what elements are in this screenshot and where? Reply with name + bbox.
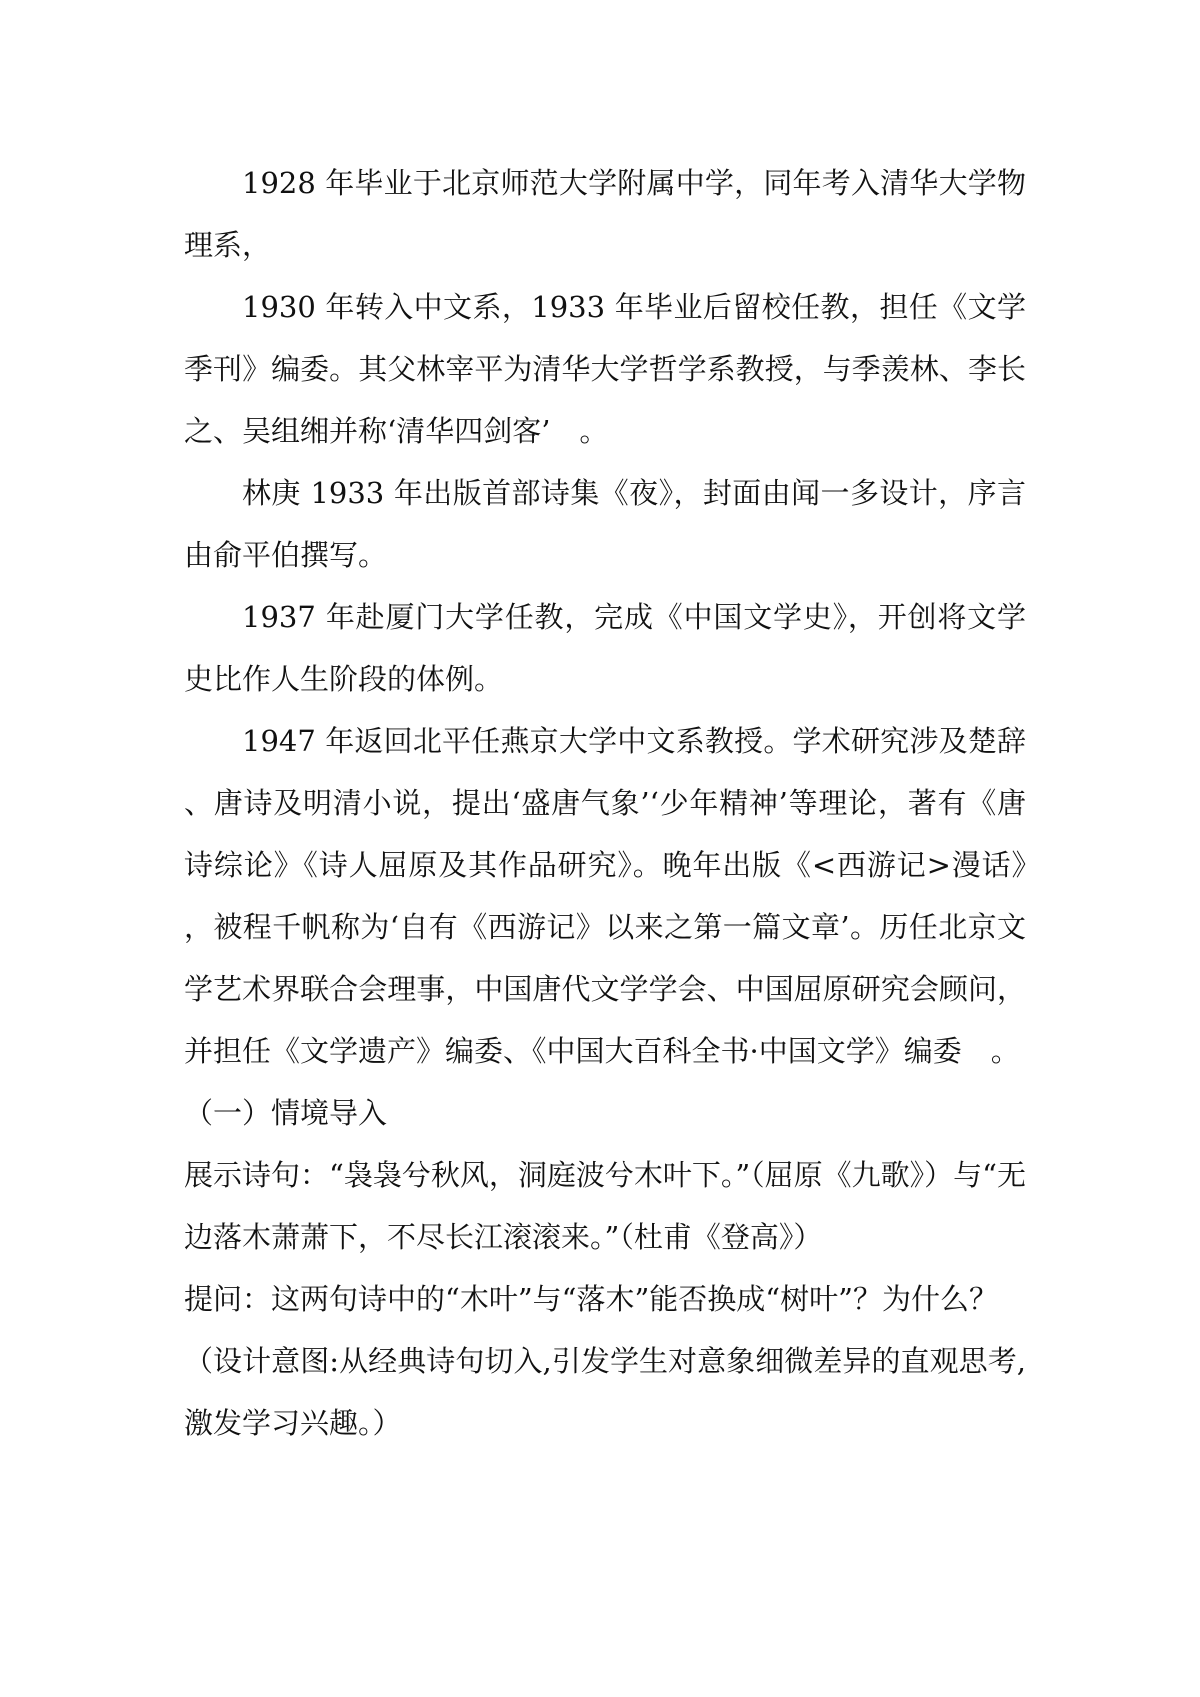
lesson-question: 提问：这两句诗中的“木叶”与“落木”能否换成“树叶”？为什么？ [184, 1282, 998, 1316]
paragraph-1937: 1937 年赴厦门大学任教，完成《中国文学史》，开创将文学史比作人生阶段的体例。 [184, 600, 1026, 696]
paragraph-1928: 1928 年毕业于北京师范大学附属中学，同年考入清华大学物理系， [184, 166, 1026, 262]
paragraph-1930: 1930 年转入中文系，1933 年毕业后留校任教，担任《文学季刊》编委。其父林宰平为清华大学哲学系教授，与季羡林、李长之、吴组缃并称‘清华四剑客’ 。 [184, 290, 1026, 448]
document-body [184, 152, 1026, 1454]
section-heading: （一）情境导入 [184, 1096, 388, 1130]
paragraph-1947: 1947 年返回北平任燕京大学中文系教授。学术研究涉及楚辞、唐诗及明清小说，提出‘盛唐气象’‘少年精神’等理论，著有《唐诗综论》《诗人屈原及其作品研究》。晚年出版《<西游记>漫话》，被程千帆称为‘自有《西游记》以来之第一篇文章’。历任北京文学艺术界联合会理事，中国唐代文学学会、中国屈原研究会顾问，并担任《文学遗产》编委、《中国大百科全书·中国文学》编委 。 [184, 724, 1026, 1068]
lesson-design-intent: （设计意图:从经典诗句切入,引发学生对意象细微差异的直观思考,激发学习兴趣。） [184, 1344, 1026, 1440]
lesson-poem-lines: 展示诗句：“袅袅兮秋风，洞庭波兮木叶下。”（屈原《九歌》）与“无边落木萧萧下，不尽长江滚滚来。”（杜甫《登高》） [184, 1158, 1026, 1254]
paragraph-1933-poetry: 林庚 1933 年出版首部诗集《夜》，封面由闻一多设计，序言由俞平伯撰写。 [184, 476, 1026, 572]
